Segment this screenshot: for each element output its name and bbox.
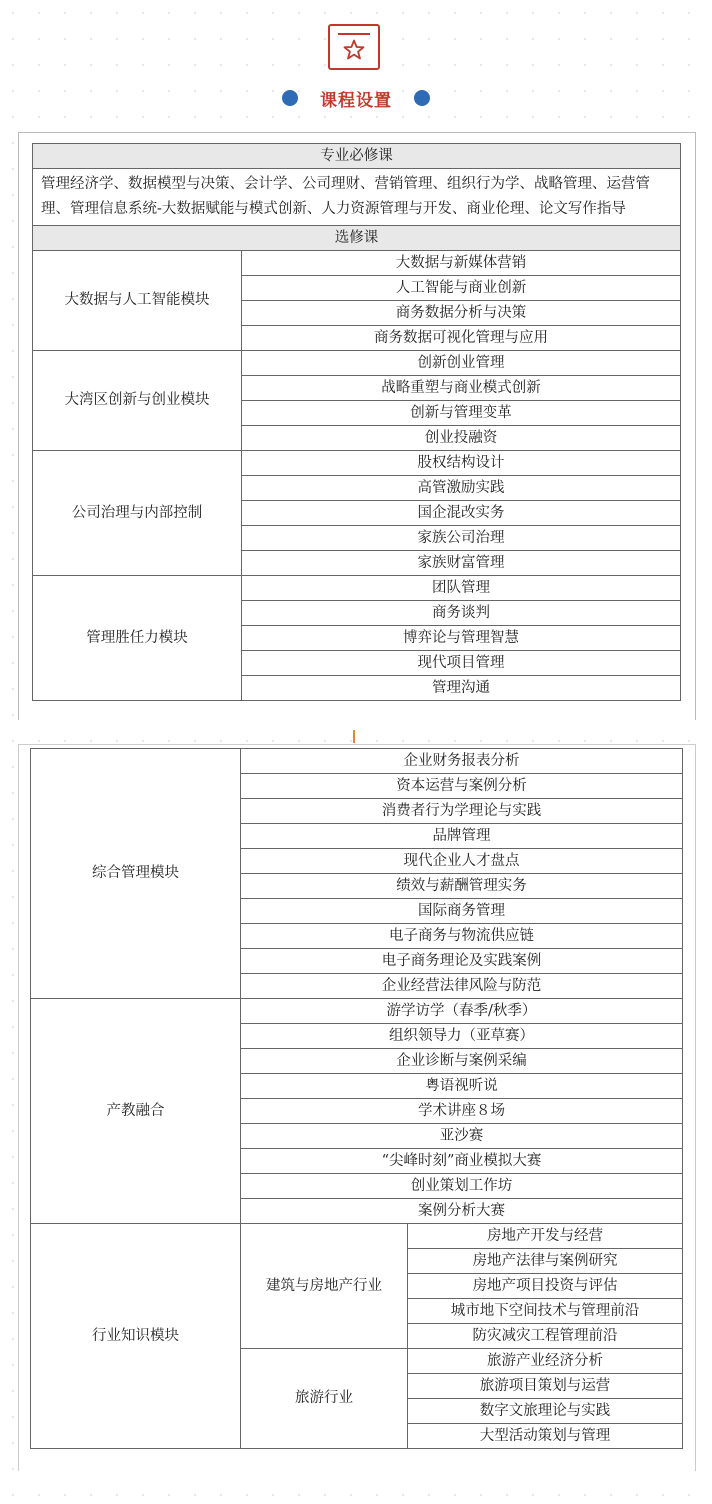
course-cell: 现代企业人才盘点 [241,849,683,874]
module-name: 大数据与人工智能模块 [33,251,242,351]
course-cell: 数字文旅理论与实践 [408,1399,683,1424]
course-cell: 团队管理 [242,576,681,601]
course-cell: 创新与管理变革 [242,401,681,426]
course-cell: 家族公司治理 [242,526,681,551]
course-cell: 消费者行为学理论与实践 [241,799,683,824]
required-header: 专业必修课 [33,144,681,169]
star-icon-glyph [342,38,366,62]
course-cell: 学术讲座８场 [241,1099,683,1124]
table-row [31,999,683,1024]
required-courses: 管理经济学、数据模型与决策、会计学、公司理财、营销管理、组织行为学、战略管理、运营管理、管理信息系统-大数据赋能与模式创新、人力资源管理与开发、商业伦理、论文写作指导 [33,169,681,226]
module-name: 管理胜任力模块 [33,576,242,701]
course-cell: 战略重塑与商业模式创新 [242,376,681,401]
course-cell: 家族财富管理 [242,551,681,576]
course-cell: 高管激励实践 [242,476,681,501]
star-icon [328,24,380,70]
curriculum-table-part1 [32,143,681,701]
required-header-row [33,144,681,169]
course-cell: 案例分析大赛 [241,1199,683,1224]
course-cell: 防灾减灾工程管理前沿 [408,1324,683,1349]
table-row [33,351,681,376]
module-name: 公司治理与内部控制 [33,451,242,576]
course-cell: 企业经营法律风险与防范 [241,974,683,999]
course-cell: 大数据与新媒体营销 [242,251,681,276]
star-icon-bar [338,33,370,35]
course-cell: 旅游产业经济分析 [408,1349,683,1374]
course-cell: 商务数据可视化管理与应用 [242,326,681,351]
module-name: 综合管理模块 [31,749,241,999]
course-cell: 国际商务管理 [241,899,683,924]
module-name: 产教融合 [31,999,241,1224]
course-cell: 粤语视听说 [241,1074,683,1099]
table-row [33,576,681,601]
course-cell: 旅游项目策划与运营 [408,1374,683,1399]
course-cell: 创业策划工作坊 [241,1174,683,1199]
course-cell: 国企混改实务 [242,501,681,526]
curriculum-table-part2 [30,748,683,1449]
industry-name: 旅游行业 [241,1349,408,1449]
course-cell: 房地产法律与案例研究 [408,1249,683,1274]
course-cell: 商务谈判 [242,601,681,626]
course-cell: “尖峰时刻”商业模拟大赛 [241,1149,683,1174]
section-heading: 课程设置 [320,90,392,111]
course-cell: 企业财务报表分析 [241,749,683,774]
required-courses-row [33,169,681,226]
course-cell: 股权结构设计 [242,451,681,476]
course-cell: 博弈论与管理智慧 [242,626,681,651]
table-row [33,251,681,276]
page-separator-mark [353,730,355,743]
course-cell: 企业诊断与案例采编 [241,1049,683,1074]
course-cell: 现代项目管理 [242,651,681,676]
table-row [31,749,683,774]
page-header [0,0,712,130]
course-cell: 资本运营与案例分析 [241,774,683,799]
course-cell: 管理沟通 [242,676,681,701]
course-cell: 亚沙赛 [241,1124,683,1149]
course-cell: 房地产项目投资与评估 [408,1274,683,1299]
curriculum-sheet-part2 [18,744,696,1471]
module-name: 行业知识模块 [31,1224,241,1449]
table-row [33,451,681,476]
course-cell: 人工智能与商业创新 [242,276,681,301]
section-heading-row [0,84,712,112]
left-dot-icon [282,90,298,106]
course-cell: 房地产开发与经营 [408,1224,683,1249]
course-cell: 电子商务理论及实践案例 [241,949,683,974]
course-cell: 大型活动策划与管理 [408,1424,683,1449]
module-name: 大湾区创新与创业模块 [33,351,242,451]
table-row [31,1224,683,1249]
course-cell: 游学访学（春季/秋季） [241,999,683,1024]
course-cell: 城市地下空间技术与管理前沿 [408,1299,683,1324]
course-cell: 电子商务与物流供应链 [241,924,683,949]
elective-header-row [33,226,681,251]
course-cell: 组织领导力（亚草赛） [241,1024,683,1049]
course-cell: 商务数据分析与决策 [242,301,681,326]
industry-name: 建筑与房地产行业 [241,1224,408,1349]
course-cell: 品牌管理 [241,824,683,849]
course-cell: 创新创业管理 [242,351,681,376]
course-cell: 创业投融资 [242,426,681,451]
course-cell: 绩效与薪酬管理实务 [241,874,683,899]
curriculum-sheet-part1 [18,132,696,720]
right-dot-icon [414,90,430,106]
elective-header: 选修课 [33,226,681,251]
